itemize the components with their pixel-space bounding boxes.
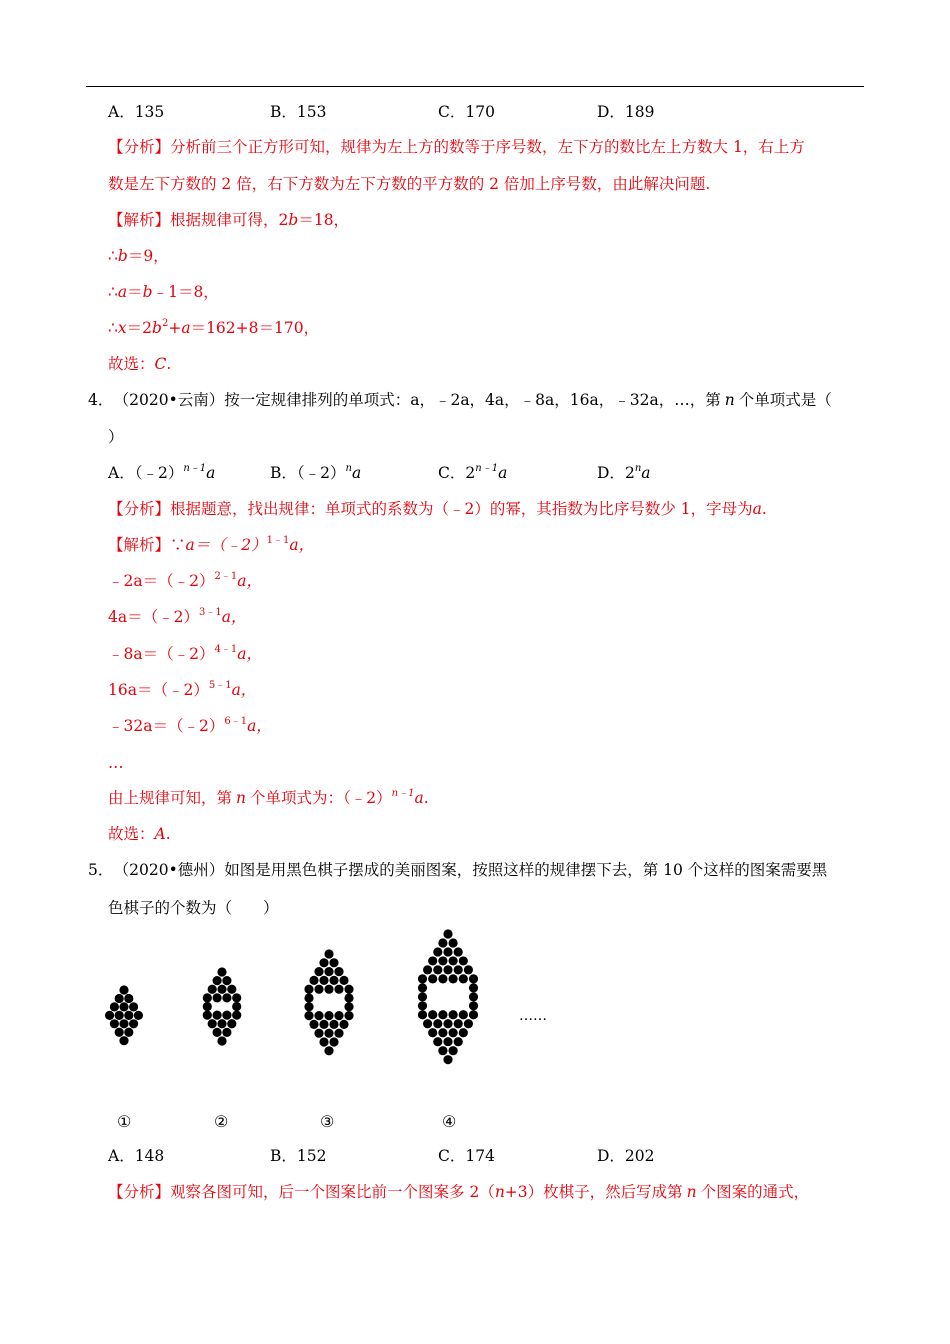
q3-option-b: B．153 xyxy=(270,103,327,121)
question-number: 5． xyxy=(88,861,114,879)
stone-dot-p4-9-1 xyxy=(428,1010,437,1019)
q3-step1 xyxy=(108,246,169,266)
stone-dot-p2-0-0 xyxy=(217,967,226,976)
stone-dot-p2-3-2 xyxy=(222,993,231,1002)
stone-dot-p1-2-1 xyxy=(119,1002,128,1011)
stone-dot-p2-2-0 xyxy=(208,985,217,994)
stone-dot-p4-5-4 xyxy=(459,974,468,983)
answer-end: . xyxy=(165,825,171,843)
stone-dot-p3-4-1 xyxy=(314,985,323,994)
q4-solution-row-4 xyxy=(108,680,256,700)
stone-dot-p4-2-1 xyxy=(443,947,452,956)
stone-dot-p4-9-2 xyxy=(438,1010,447,1019)
var: b xyxy=(117,247,128,265)
option-label: D． xyxy=(597,464,625,482)
stone-dot-p3-8-2 xyxy=(329,1020,338,1029)
answer-pre: 故选： xyxy=(108,825,155,843)
stone-dot-p1-3-1 xyxy=(115,1011,124,1020)
var: a xyxy=(641,464,651,482)
stone-dot-p2-8-0 xyxy=(217,1036,226,1045)
tail: a， xyxy=(289,536,315,554)
stone-dot-p4-10-0 xyxy=(423,1019,432,1028)
var: n xyxy=(494,1183,505,1201)
stone-dot-p2-3-3 xyxy=(232,993,241,1002)
q4-stem xyxy=(88,390,832,410)
stone-dot-p4-12-2 xyxy=(454,1037,463,1046)
stone-dot-p4-8-l xyxy=(418,1001,427,1010)
stone-dot-p4-5-1 xyxy=(428,974,437,983)
exponent: n xyxy=(634,462,642,474)
stone-dot-p4-3-2 xyxy=(449,956,458,965)
stone-dot-p1-2-2 xyxy=(129,1002,138,1011)
base: （﹣2） xyxy=(296,464,346,482)
q4-solution-row-0 xyxy=(108,535,314,555)
analysis-text: +3）枚棋子，然后写成第 xyxy=(504,1183,683,1201)
var: n xyxy=(724,391,735,409)
q3-analysis-cont: 数是左下方数的 2 倍，右下方数为左下方数的平方数的 2 倍加上序号数，由此解决问题. xyxy=(108,175,711,193)
stone-dot-p4-11-0 xyxy=(428,1028,437,1037)
stone-dot-p1-2-0 xyxy=(110,1002,119,1011)
q4-option-c xyxy=(438,463,507,483)
stone-dot-p3-8-0 xyxy=(309,1020,318,1029)
stone-dot-p3-10-0 xyxy=(319,1037,328,1046)
stone-dot-p4-10-4 xyxy=(464,1019,473,1028)
stone-dot-p4-9-3 xyxy=(449,1010,458,1019)
stone-dot-p3-9-0 xyxy=(314,1029,323,1038)
stone-dot-p3-4-3 xyxy=(334,985,343,994)
q4-option-a xyxy=(108,463,215,483)
analysis-text: 根据题意，找出规律：单项式的系数为（﹣2）的幂，其指数为比序号数少 1，字母为 xyxy=(170,500,753,518)
q5-analysis xyxy=(108,1182,809,1202)
stone-dot-p3-1-1 xyxy=(329,958,338,967)
stone-dot-p1-6-0 xyxy=(119,1036,128,1045)
stone-dot-p1-5-1 xyxy=(124,1028,133,1037)
stone-dot-p4-5-5 xyxy=(469,974,478,983)
var: b xyxy=(142,283,153,301)
stone-dot-p1-4-1 xyxy=(119,1019,128,1028)
stone-dot-p3-2-1 xyxy=(324,967,333,976)
question-number: 4． xyxy=(88,391,114,409)
stone-dot-p1-4-2 xyxy=(129,1019,138,1028)
stone-dot-p4-11-2 xyxy=(449,1028,458,1037)
q4-solution-row-5 xyxy=(108,716,272,736)
stone-dot-p4-4-3 xyxy=(454,965,463,974)
q4-analysis xyxy=(108,499,767,519)
stone-dot-p4-3-1 xyxy=(438,956,447,965)
stone-dot-p4-2-0 xyxy=(433,947,442,956)
stone-dot-p3-5-l xyxy=(304,993,313,1002)
stone-dot-p4-9-0 xyxy=(418,1010,427,1019)
q3-solution xyxy=(108,210,349,230)
stone-dot-p3-7-2 xyxy=(324,1011,333,1020)
exponent: 2﹣1 xyxy=(214,570,238,582)
stone-dot-p2-5-1 xyxy=(213,1011,222,1020)
stone-dot-p3-3-1 xyxy=(319,976,328,985)
stone-dot-p4-1-1 xyxy=(449,938,458,947)
lhs: ﹣32a＝（﹣2） xyxy=(108,717,225,735)
conclusion-end: . xyxy=(423,789,429,807)
lhs: ﹣8a＝（﹣2） xyxy=(108,645,215,663)
stone-dot-p4-10-1 xyxy=(433,1019,442,1028)
stone-dot-p3-9-2 xyxy=(334,1029,343,1038)
q4-solution-row-3 xyxy=(108,644,262,664)
lhs: ﹣2a＝（﹣2） xyxy=(108,572,215,590)
stem-text: （2020•德州）如图是用黑色棋子摆成的美丽图案，按照这样的规律摆下去，第 10 个这样的图案需要黑 xyxy=(121,861,828,879)
stone-dot-p3-4-2 xyxy=(324,985,333,994)
stone-dot-p2-2-1 xyxy=(217,985,226,994)
stone-dot-p4-7-r xyxy=(469,992,478,1001)
stone-dot-p3-9-1 xyxy=(324,1029,333,1038)
q5-option-d: D．202 xyxy=(597,1147,655,1165)
var: a xyxy=(206,464,216,482)
stone-dot-p3-7-3 xyxy=(334,1011,343,1020)
var: a xyxy=(752,500,762,518)
eq: + xyxy=(168,319,182,337)
var: a xyxy=(498,464,508,482)
stone-dot-p1-3-2 xyxy=(124,1011,133,1020)
stone-dot-p1-4-0 xyxy=(110,1019,119,1028)
stone-dot-p3-7-1 xyxy=(314,1011,323,1020)
q3-step2 xyxy=(108,282,219,302)
stone-dot-p3-3-0 xyxy=(309,976,318,985)
answer-end: . xyxy=(166,355,172,373)
q4-conclusion xyxy=(108,788,429,808)
stone-dot-p4-3-3 xyxy=(459,956,468,965)
figure-label-1: ① xyxy=(117,1112,132,1131)
exponent: n﹣1 xyxy=(183,462,207,474)
stone-dot-p3-10-1 xyxy=(329,1037,338,1046)
stone-dot-p4-3-0 xyxy=(428,956,437,965)
stone-dot-p3-8-1 xyxy=(319,1020,328,1029)
lhs: 16a＝（﹣2） xyxy=(108,681,209,699)
exponent: 3﹣1 xyxy=(198,606,222,618)
stone-dot-p3-0-0 xyxy=(324,949,333,958)
q3-option-c: C．170 xyxy=(438,103,495,121)
q3-option-a: A．135 xyxy=(108,103,165,121)
q4-ellipsis: … xyxy=(108,754,124,772)
stone-dot-p4-13-1 xyxy=(449,1046,458,1055)
stone-dot-p3-8-3 xyxy=(339,1020,348,1029)
stem-text: 个单项式是（ xyxy=(738,391,832,409)
stone-dot-p4-10-2 xyxy=(443,1019,452,1028)
stem-text: （2020•云南）按一定规律排列的单项式： xyxy=(121,391,411,409)
analysis-tag: 【分析】 xyxy=(108,500,171,518)
conclusion-text: 个单项式为：（﹣2） xyxy=(250,789,392,807)
var: x xyxy=(117,319,127,337)
exponent: 5﹣1 xyxy=(208,679,232,691)
stone-dot-p3-1-0 xyxy=(319,958,328,967)
stone-dot-p3-3-3 xyxy=(339,976,348,985)
stone-dot-p3-5-r xyxy=(344,993,353,1002)
exponent: 4﹣1 xyxy=(214,643,238,655)
stone-dot-p2-6-1 xyxy=(217,1019,226,1028)
stone-dot-p3-4-0 xyxy=(304,985,313,994)
conclusion-text: 由上规律可知，第 xyxy=(108,789,233,807)
stone-dot-p4-4-4 xyxy=(464,965,473,974)
analysis-end: . xyxy=(761,500,767,518)
stone-dot-p4-5-2 xyxy=(438,974,447,983)
chess-pattern-figure xyxy=(95,920,575,1140)
analysis-tag: 【分析】 xyxy=(108,1183,171,1201)
eq: ＝162+8＝170， xyxy=(190,319,320,337)
stone-dot-p2-3-1 xyxy=(213,993,222,1002)
q3-analysis xyxy=(108,137,805,157)
tail: a， xyxy=(237,572,262,590)
stone-dot-p2-6-2 xyxy=(227,1019,236,1028)
base: 2 xyxy=(465,464,476,482)
stone-dot-p2-1-0 xyxy=(213,976,222,985)
stone-dot-p4-10-3 xyxy=(454,1019,463,1028)
eq: ＝2 xyxy=(126,319,152,337)
stone-dot-p1-0-0 xyxy=(119,985,128,994)
answer-letter: C xyxy=(154,355,167,373)
stone-dot-p2-5-3 xyxy=(232,1011,241,1020)
var: n xyxy=(236,789,246,807)
stone-dot-p4-11-3 xyxy=(459,1028,468,1037)
therefore: ∴ xyxy=(108,319,118,337)
stone-dot-p3-7-0 xyxy=(304,1011,313,1020)
eq: ＝9， xyxy=(127,247,169,265)
base: （﹣2） xyxy=(134,464,184,482)
lhs: a＝（﹣2） xyxy=(185,536,267,554)
q5-stem-cont: 色棋子的个数为（ ） xyxy=(108,899,279,917)
figure-label-4: ④ xyxy=(442,1112,457,1131)
eq: ＝18， xyxy=(298,211,350,229)
stone-dot-p2-4-l xyxy=(203,1002,212,1011)
stone-dot-p4-14-0 xyxy=(443,1055,452,1064)
exponent: n﹣1 xyxy=(391,787,415,799)
stem-terms: a，﹣2a，4a，﹣8a，16a，﹣32a，…，第 xyxy=(410,391,721,409)
stone-dot-p4-8-r xyxy=(469,1001,478,1010)
stone-dot-p4-1-0 xyxy=(438,938,447,947)
stone-dot-p4-4-2 xyxy=(443,965,452,974)
q4-solution-row-1 xyxy=(108,571,262,591)
stone-dot-p3-6-r xyxy=(344,1002,353,1011)
stone-dot-p3-3-2 xyxy=(329,976,338,985)
answer-pre: 故选： xyxy=(108,355,155,373)
header-rule xyxy=(86,86,864,87)
stone-dot-p3-11-0 xyxy=(324,1046,333,1055)
analysis-tag: 【分析】 xyxy=(108,138,171,156)
stone-dot-p1-3-0 xyxy=(105,1011,114,1020)
solution-text: 根据规律可得，2 xyxy=(170,211,289,229)
option-label: C． xyxy=(438,464,466,482)
analysis-text: 观察各图可知，后一个图案比前一个图案多 2（ xyxy=(170,1183,495,1201)
analysis-text: 个图案的通式， xyxy=(700,1183,810,1201)
q4-answer xyxy=(108,824,171,844)
stone-dot-p3-4-4 xyxy=(344,985,353,994)
stone-dot-p2-4-r xyxy=(232,1002,241,1011)
stone-dot-p4-11-1 xyxy=(438,1028,447,1037)
stone-dot-p4-12-0 xyxy=(433,1037,442,1046)
tail: a， xyxy=(237,645,262,663)
analysis-text: 分析前三个正方形可知，规律为左上方的数等于序号数，左下方的数比左上方数大 1，右上方 xyxy=(170,138,805,156)
stone-dot-p2-2-2 xyxy=(227,985,236,994)
stone-dot-p4-7-l xyxy=(418,992,427,1001)
stone-dot-p4-5-3 xyxy=(449,974,458,983)
stone-dot-p2-5-0 xyxy=(203,1011,212,1020)
q4-option-b xyxy=(270,463,361,483)
var: a xyxy=(117,283,128,301)
stone-dot-p1-3-3 xyxy=(134,1011,143,1020)
stone-dot-p4-6-r xyxy=(469,983,478,992)
q4-solution-row-2 xyxy=(108,607,246,627)
stone-dot-p2-7-1 xyxy=(222,1028,231,1037)
exponent: 1﹣1 xyxy=(266,534,290,546)
stone-dot-p2-6-0 xyxy=(208,1019,217,1028)
stone-dot-p3-7-4 xyxy=(344,1011,353,1020)
figure-ellipsis: …… xyxy=(519,1008,547,1024)
q5-option-a: A．148 xyxy=(108,1147,165,1165)
stone-dot-p4-12-1 xyxy=(443,1037,452,1046)
stone-dot-p4-6-l xyxy=(418,983,427,992)
var: b xyxy=(288,211,299,229)
q5-stem xyxy=(88,860,827,880)
tail: a， xyxy=(247,717,272,735)
exponent: n﹣1 xyxy=(475,462,499,474)
tail: a， xyxy=(231,681,257,699)
stone-dot-p4-9-5 xyxy=(469,1010,478,1019)
q3-answer xyxy=(108,354,171,374)
figure-label-3: ③ xyxy=(320,1112,335,1131)
option-label: A． xyxy=(108,464,135,482)
q5-option-b: B．152 xyxy=(270,1147,327,1165)
tail: a， xyxy=(221,608,247,626)
exponent: 6﹣1 xyxy=(224,715,248,727)
eq: ＝ xyxy=(127,283,143,301)
lhs: 4a＝（﹣2） xyxy=(108,608,199,626)
stone-dot-p2-7-0 xyxy=(213,1028,222,1037)
exponent: n xyxy=(345,462,352,474)
base: 2 xyxy=(624,464,635,482)
therefore: ∴ xyxy=(108,283,118,301)
var: b xyxy=(152,319,162,337)
stone-dot-p1-1-0 xyxy=(115,994,124,1003)
option-label: B． xyxy=(270,464,297,482)
stone-dot-p3-2-0 xyxy=(314,967,323,976)
stone-dot-p4-4-1 xyxy=(433,965,442,974)
solution-tag: 【解析】 xyxy=(108,536,171,554)
q3-step3 xyxy=(108,318,319,338)
var: a xyxy=(181,319,191,337)
because: ∵ xyxy=(170,536,186,554)
stone-dot-p4-9-4 xyxy=(459,1010,468,1019)
q4-stem-close: ） xyxy=(108,428,124,446)
q4-option-d xyxy=(597,463,651,483)
answer-letter: A xyxy=(154,825,166,843)
stone-dot-p2-3-0 xyxy=(203,993,212,1002)
q3-option-d: D．189 xyxy=(597,103,655,121)
stone-dot-p1-1-1 xyxy=(124,994,133,1003)
stone-dot-p4-0-0 xyxy=(443,929,452,938)
stone-dot-p2-5-2 xyxy=(222,1011,231,1020)
therefore: ∴ xyxy=(108,247,118,265)
stone-dot-p4-5-0 xyxy=(418,974,427,983)
var: n xyxy=(686,1183,697,1201)
solution-tag: 【解析】 xyxy=(108,211,171,229)
eq: ﹣1＝8， xyxy=(152,283,219,301)
figure-label-2: ② xyxy=(214,1112,229,1131)
var: a xyxy=(351,464,362,482)
stone-dot-p4-4-0 xyxy=(423,965,432,974)
exponent: 2 xyxy=(161,317,169,329)
stone-dot-p3-6-l xyxy=(304,1002,313,1011)
q5-option-c: C．174 xyxy=(438,1147,495,1165)
var: a xyxy=(414,789,424,807)
stone-dot-p4-2-2 xyxy=(454,947,463,956)
stone-dot-p2-1-1 xyxy=(222,976,231,985)
stone-dot-p3-2-2 xyxy=(334,967,343,976)
stone-dot-p1-5-0 xyxy=(115,1028,124,1037)
stone-dot-p4-13-0 xyxy=(438,1046,447,1055)
